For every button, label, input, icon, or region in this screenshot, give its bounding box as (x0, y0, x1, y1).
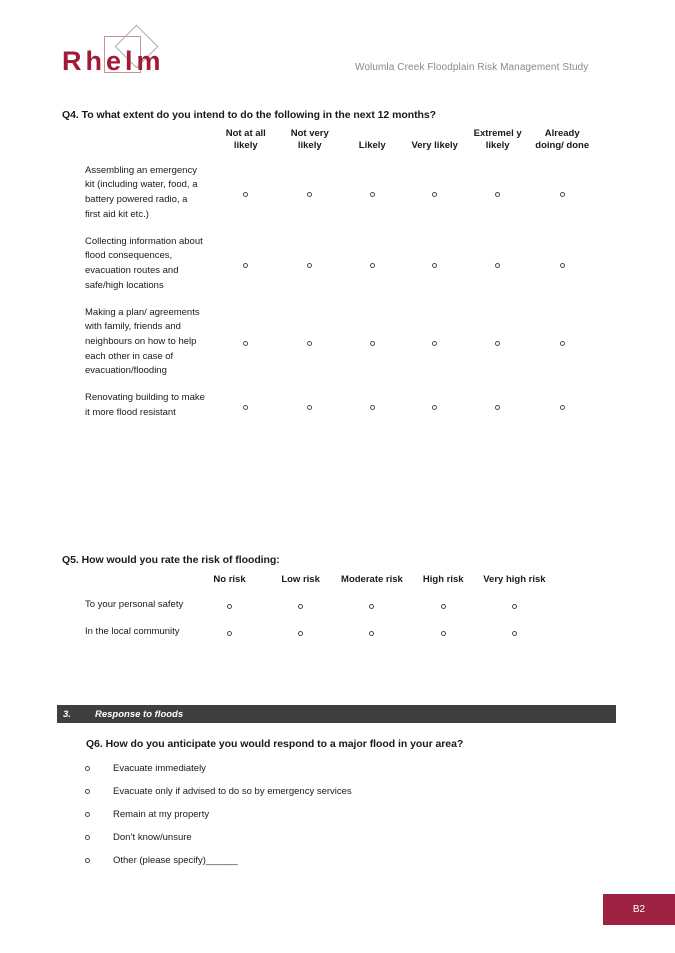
radio-icon[interactable] (85, 858, 90, 863)
list-item[interactable] (80, 757, 530, 780)
rhelm-logo (62, 30, 212, 85)
radio-icon[interactable] (243, 405, 248, 410)
q4-heading: Q4. To what extent do you intend to do the following in the next 12 months? (62, 109, 437, 121)
q4-row-label-3: Renovating building to make it more flood resistant (85, 392, 205, 418)
radio-icon[interactable] (560, 341, 565, 346)
q5-cell-0-3[interactable] (408, 592, 479, 619)
q4-col-header-0: Not at all likely (225, 128, 266, 151)
q5-cell-0-0[interactable] (194, 592, 265, 619)
q6-option-label-3: Don’t know/unsure (113, 832, 192, 843)
logo-letter-r: R (62, 46, 86, 76)
radio-icon[interactable] (243, 263, 248, 268)
q6-option-list (80, 757, 530, 872)
q5-cell-0-1[interactable] (265, 592, 336, 619)
radio-icon[interactable] (307, 192, 312, 197)
section-3-bar (57, 705, 616, 723)
radio-icon[interactable] (227, 604, 232, 609)
table-row (85, 300, 595, 386)
q4-cell-3-3[interactable] (403, 385, 465, 426)
table-row (85, 158, 595, 229)
radio-icon[interactable] (85, 789, 90, 794)
q4-row-label-1: Collecting information about flood consequences, evacuation routes and safe/high locations (85, 235, 203, 291)
q5-col-header-4: Very high risk (483, 574, 546, 585)
logo-letter-e: e (106, 46, 126, 76)
q5-heading: Q5. How would you rate the risk of flooding: (62, 554, 280, 566)
q4-cell-2-4[interactable] (466, 300, 529, 386)
radio-icon[interactable] (560, 405, 565, 410)
q4-cell-2-3[interactable] (403, 300, 465, 386)
q4-corner-cell (85, 128, 213, 158)
q4-matrix-table (85, 128, 595, 427)
q5-table-body (85, 592, 550, 645)
table-row (85, 385, 595, 426)
table-row (85, 619, 550, 646)
radio-icon[interactable] (512, 631, 517, 636)
table-row (85, 229, 595, 300)
radio-icon[interactable] (512, 604, 517, 609)
list-item[interactable] (80, 826, 530, 849)
q4-col-header-1: Not very likely (290, 128, 329, 151)
q4-col-header-3: Very likely (411, 139, 458, 151)
radio-icon[interactable] (432, 341, 437, 346)
q4-cell-2-1[interactable] (279, 300, 341, 386)
radio-icon[interactable] (85, 812, 90, 817)
q6-radio-cell-4[interactable] (80, 858, 113, 863)
section-3-number: 3. (63, 708, 71, 720)
q6-radio-cell-1[interactable] (80, 789, 113, 794)
list-item[interactable] (80, 780, 530, 803)
radio-icon[interactable] (432, 405, 437, 410)
radio-icon[interactable] (560, 263, 565, 268)
radio-icon[interactable] (370, 341, 375, 346)
logo-letter-h: h (85, 46, 106, 76)
page-header (0, 0, 675, 95)
q4-cell-1-3[interactable] (403, 229, 465, 300)
radio-icon[interactable] (307, 341, 312, 346)
table-row (85, 592, 550, 619)
radio-icon[interactable] (369, 604, 374, 609)
q4-row-label-0: Assembling an emergency kit (including water, food, a battery powered radio, a first aid kit etc.) (85, 164, 198, 220)
radio-icon[interactable] (227, 631, 232, 636)
q4-cell-0-4[interactable] (466, 158, 529, 229)
q4-cell-2-2[interactable] (341, 300, 403, 386)
radio-icon[interactable] (298, 604, 303, 609)
q4-cell-3-2[interactable] (341, 385, 403, 426)
q4-row-label-2: Making a plan/ agreements with family, friends and neighbours on how to help each other in case of evacuation/flooding (85, 306, 200, 377)
q4-cell-0-5[interactable] (529, 158, 595, 229)
q5-col-header-0: No risk (213, 574, 246, 585)
q6-radio-cell-0[interactable] (80, 766, 113, 771)
q4-table-header (85, 128, 595, 158)
q4-cell-0-1[interactable] (279, 158, 341, 229)
list-item[interactable] (80, 849, 530, 872)
q5-row-label-1: In the local community (85, 625, 180, 637)
radio-icon[interactable] (441, 631, 446, 636)
section-3-label: Response to floods (95, 708, 184, 720)
logo-letter-m: m (136, 46, 165, 76)
radio-icon[interactable] (495, 192, 500, 197)
q4-cell-3-4[interactable] (466, 385, 529, 426)
q4-col-header-2: Likely (358, 139, 386, 151)
radio-icon[interactable] (243, 192, 248, 197)
radio-icon[interactable] (85, 835, 90, 840)
q5-col-header-1: Low risk (281, 574, 320, 585)
radio-icon[interactable] (243, 341, 248, 346)
list-item[interactable] (80, 803, 530, 826)
logo-letter-l: l (125, 46, 137, 76)
q6-heading: Q6. How do you anticipate you would respond to a major flood in your area? (86, 738, 464, 750)
q5-table-header (85, 574, 550, 592)
q4-cell-1-4[interactable] (466, 229, 529, 300)
q4-cell-3-1[interactable] (279, 385, 341, 426)
page-number-label: B2 (632, 904, 646, 915)
q4-cell-1-5[interactable] (529, 229, 595, 300)
q6-radio-cell-3[interactable] (80, 835, 113, 840)
q6-option-label-1: Evacuate only if advised to do so by emergency services (113, 786, 352, 797)
q5-row-label-0: To your personal safety (85, 598, 184, 610)
q5-cell-0-4[interactable] (479, 592, 550, 619)
q4-cell-0-3[interactable] (403, 158, 465, 229)
q4-cell-3-5[interactable] (529, 385, 595, 426)
q4-table-body (85, 158, 595, 427)
q4-cell-1-2[interactable] (341, 229, 403, 300)
q4-cell-0-0[interactable] (213, 158, 279, 229)
radio-icon[interactable] (370, 192, 375, 197)
radio-icon[interactable] (432, 263, 437, 268)
q4-col-header-5: Already doing/ done (535, 128, 590, 151)
radio-icon[interactable] (298, 631, 303, 636)
page-number-badge (603, 894, 675, 925)
radio-icon[interactable] (370, 405, 375, 410)
q4-col-header-4: Extremel y likely (473, 128, 522, 151)
document-study-title: Wolumla Creek Floodplain Risk Management Study (355, 62, 589, 73)
radio-icon[interactable] (370, 263, 375, 268)
q5-cell-1-1[interactable] (265, 619, 336, 646)
radio-icon[interactable] (441, 604, 446, 609)
radio-icon[interactable] (369, 631, 374, 636)
q4-cell-1-1[interactable] (279, 229, 341, 300)
q6-option-label-0: Evacuate immediately (113, 763, 206, 774)
q6-option-label-2: Remain at my property (113, 809, 210, 820)
radio-icon[interactable] (85, 766, 90, 771)
q5-cell-1-3[interactable] (408, 619, 479, 646)
q5-cell-1-4[interactable] (479, 619, 550, 646)
radio-icon[interactable] (307, 405, 312, 410)
q6-radio-cell-2[interactable] (80, 812, 113, 817)
radio-icon[interactable] (495, 341, 500, 346)
logo-wordmark (62, 48, 165, 75)
q5-col-header-3: High risk (422, 574, 464, 585)
radio-icon[interactable] (495, 405, 500, 410)
radio-icon[interactable] (495, 263, 500, 268)
q6-option-label-4: Other (please specify)______ (113, 855, 238, 866)
q4-cell-0-2[interactable] (341, 158, 403, 229)
q5-corner-cell (85, 574, 194, 592)
q5-cell-0-2[interactable] (336, 592, 408, 619)
q4-header-row (85, 128, 595, 158)
radio-icon[interactable] (307, 263, 312, 268)
q4-cell-3-0[interactable] (213, 385, 279, 426)
q4-cell-2-5[interactable] (529, 300, 595, 386)
q5-cell-1-0[interactable] (194, 619, 265, 646)
q5-header-row (85, 574, 550, 592)
q5-cell-1-2[interactable] (336, 619, 408, 646)
q5-matrix-table (85, 574, 550, 645)
q4-cell-1-0[interactable] (213, 229, 279, 300)
q5-col-header-2: Moderate risk (341, 574, 403, 585)
radio-icon[interactable] (432, 192, 437, 197)
q4-cell-2-0[interactable] (213, 300, 279, 386)
radio-icon[interactable] (560, 192, 565, 197)
